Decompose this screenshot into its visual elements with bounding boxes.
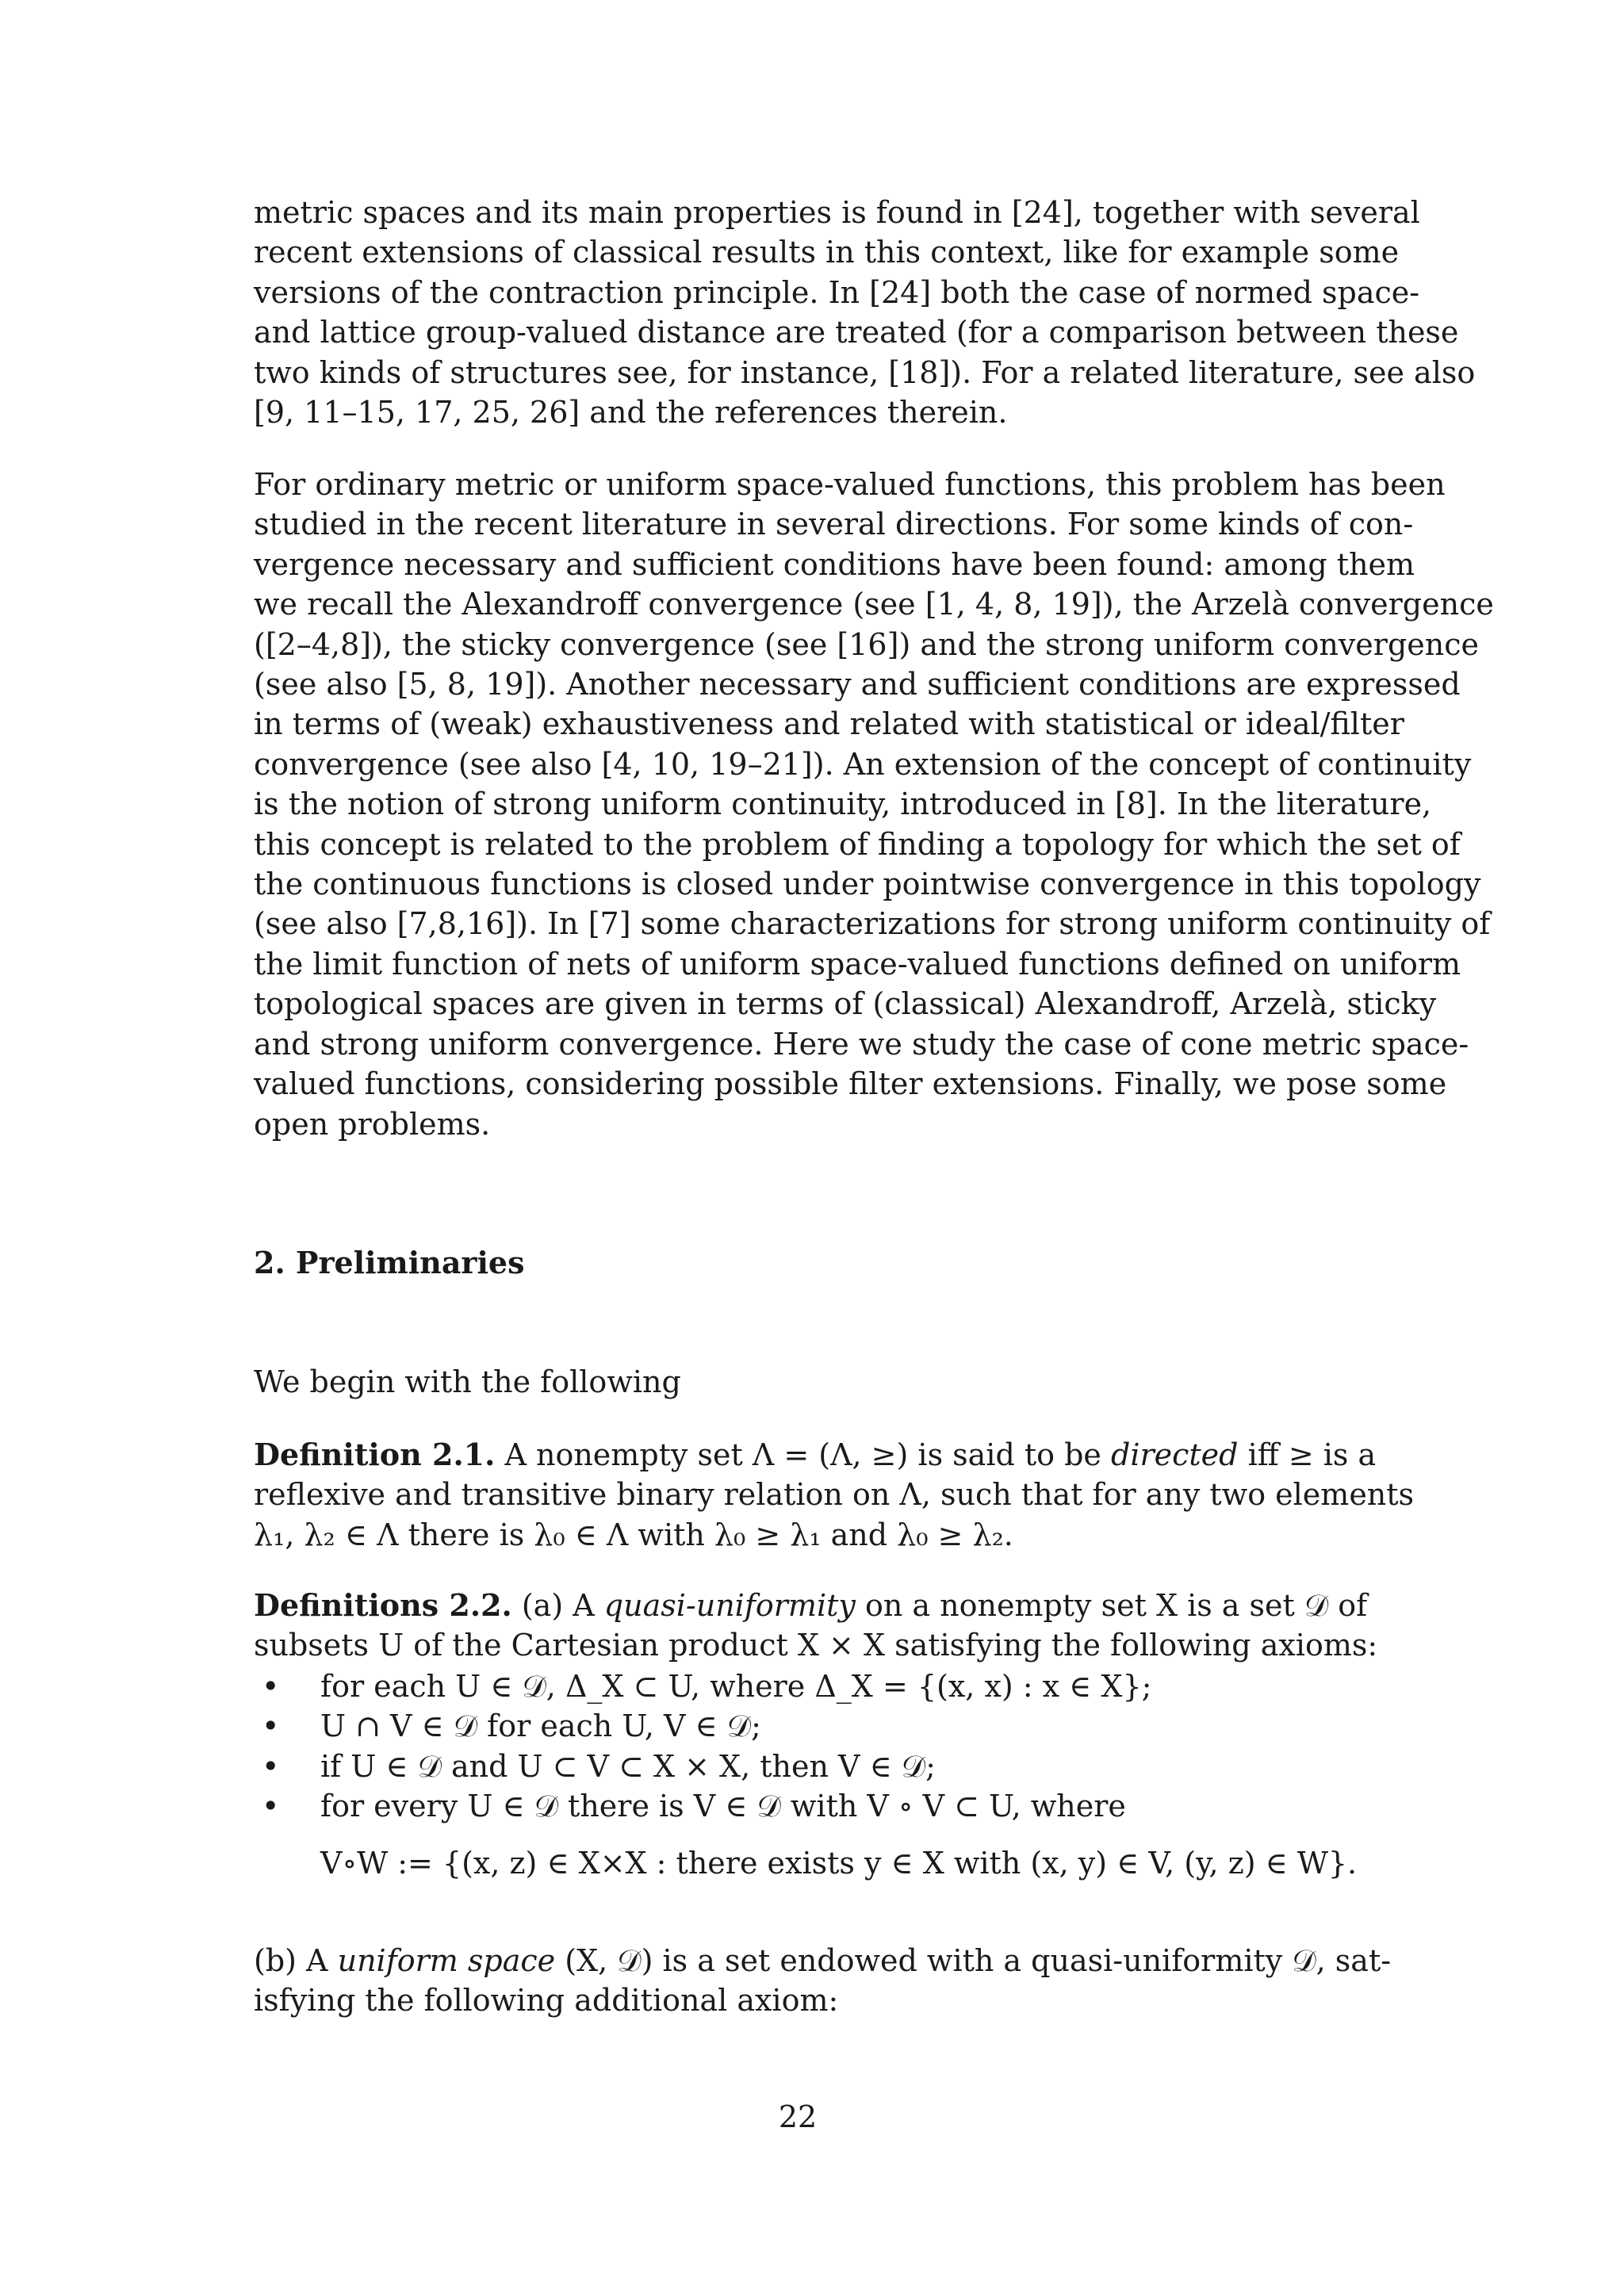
axiom-text: if U ∈ 𝒟 and U ⊂ V ⊂ X × X, then V ∈ 𝒟; [320, 1748, 936, 1784]
literature-line: (see also [7,8,16]). In [7] some characterizations for strong uniform continuity of [254, 906, 1491, 942]
axiom-list [254, 1667, 1342, 1827]
page-number: 22 [778, 2099, 818, 2134]
intro-line: two kinds of structures see, for instance, [18]). For a related literature, see also [254, 354, 1476, 390]
uniform-space-definition: (b) A uniform space (X, 𝒟) is a set endowed with a quasi-uniformity 𝒟, sat- isfying the following additional axiom: [254, 1943, 1392, 2019]
literature-line: and strong uniform convergence. Here we study the case of cone metric space- [254, 1026, 1469, 1062]
section-heading: 2. Preliminaries [254, 1245, 525, 1280]
bullet-icon: • [262, 1748, 280, 1784]
definitions-2-2-label: Definitions 2.2. [254, 1587, 512, 1623]
bullet-icon: • [262, 1669, 280, 1704]
literature-line: open problems. [254, 1106, 491, 1142]
literature-line: topological spaces are given in terms of (classical) Alexandroff, Arzelà, sticky [254, 986, 1437, 1022]
intro-line: recent extensions of classical results in this context, like for example some [254, 235, 1400, 270]
literature-line: ([2–4,8]), the sticky convergence (see [16]) and the strong uniform convergence [254, 626, 1480, 662]
literature-line: is the notion of strong uniform continuity, introduced in [8]. In the literature, [254, 786, 1432, 822]
axiom-text: for every U ∈ 𝒟 there is V ∈ 𝒟 with V ∘ V ⊂ U, where [320, 1789, 1126, 1824]
intro-line: versions of the contraction principle. In [24] both the case of normed space- [254, 274, 1420, 310]
literature-line: in terms of (weak) exhaustiveness and related with statistical or ideal/filter [254, 706, 1404, 742]
begin-text: We begin with the following [254, 1364, 681, 1399]
literature-line: we recall the Alexandroff convergence (see [1, 4, 8, 19]), the Arzelà convergence [254, 587, 1494, 622]
intro-line: metric spaces and its main properties is found in [24], together with several [254, 195, 1420, 230]
bullet-icon: • [262, 1709, 280, 1744]
intro-line: and lattice group-valued distance are treated (for a comparison between these [254, 315, 1459, 350]
definition-2-1: Definition 2.1. A nonempty set Λ = (Λ, ≥) is said to be directed iff ≥ is a reflexive and transitive binary relation on Λ, such that for any two elements λ₁, λ₂ ∈ Λ there is λ₀ ∈ Λ with λ₀ ≥ λ₁ and λ₀ ≥ λ₂. [254, 1437, 1415, 1552]
bullet-icon: • [262, 1789, 280, 1824]
literature-line: vergence necessary and sufficient conditions have been found: among them [254, 546, 1415, 582]
literature-line: For ordinary metric or uniform space-valued functions, this problem has been [254, 467, 1446, 502]
intro-line: [9, 11–15, 17, 25, 26] and the references therein. [254, 395, 1008, 430]
definitions-2-2: Definitions 2.2. (a) A quasi-uniformity on a nonempty set X is a set 𝒟 of subsets U of the Cartesian product X × X satisfying the following axioms: [254, 1587, 1378, 1663]
intro-paragraph [254, 193, 1476, 432]
literature-line: convergence (see also [4, 10, 19–21]). An extension of the concept of continuity [254, 746, 1472, 782]
axiom-item [254, 1667, 1342, 1706]
axiom-item [254, 1747, 1342, 1786]
literature-line: (see also [5, 8, 19]). Another necessary and sufficient conditions are expressed [254, 667, 1461, 702]
composition-formula: V∘W := {(x, z) ∈ X×X : there exists y ∈ X with (x, y) ∈ V, (y, z) ∈ W}. [320, 1846, 1358, 1881]
axiom-text: U ∩ V ∈ 𝒟 for each U, V ∈ 𝒟; [320, 1709, 761, 1744]
literature-paragraph [254, 465, 1494, 1144]
definition-2-1-label: Definition 2.1. [254, 1437, 496, 1472]
literature-line: studied in the recent literature in several directions. For some kinds of con- [254, 507, 1414, 542]
literature-line: the continuous functions is closed under pointwise convergence in this topology [254, 867, 1481, 902]
literature-line: this concept is related to the problem of finding a topology for which the set of [254, 826, 1461, 862]
axiom-item [254, 1786, 1342, 1826]
axiom-item [254, 1706, 1342, 1746]
axiom-text: for each U ∈ 𝒟, Δ_X ⊂ U, where Δ_X = {(x, x) : x ∈ X}; [320, 1669, 1152, 1704]
literature-line: valued functions, considering possible filter extensions. Finally, we pose some [254, 1066, 1447, 1102]
literature-line: the limit function of nets of uniform space-valued functions defined on uniform [254, 946, 1461, 982]
